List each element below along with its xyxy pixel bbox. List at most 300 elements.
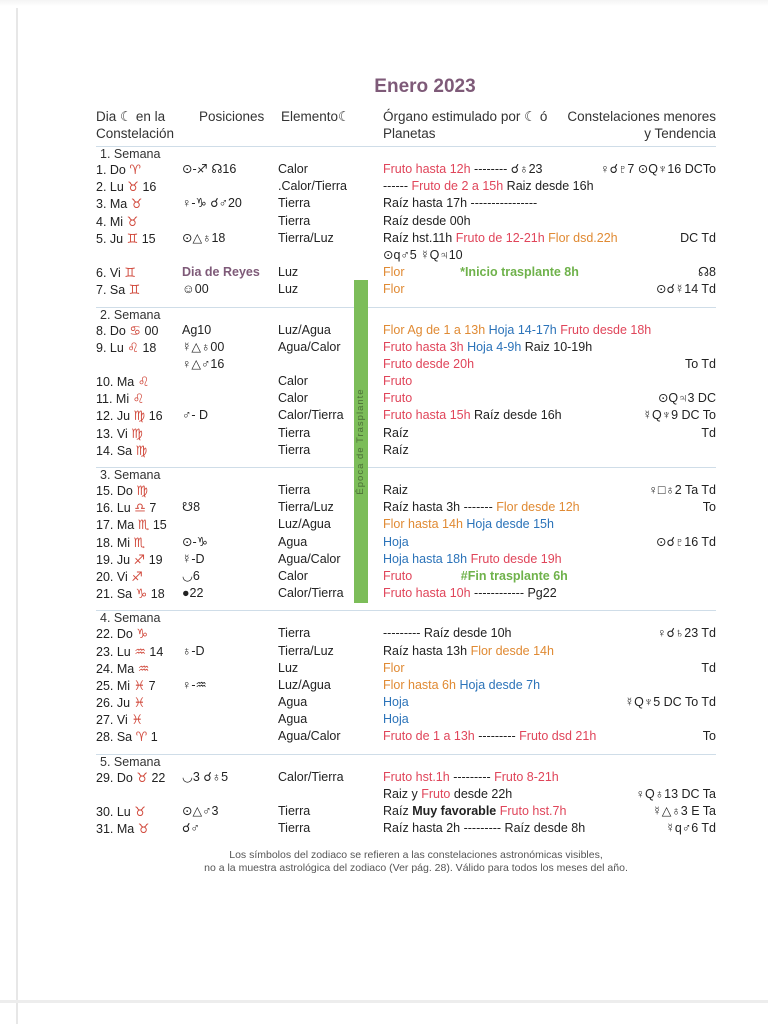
constellation-line bbox=[576, 195, 716, 212]
constellation-hour: 15 bbox=[141, 231, 156, 246]
day-row bbox=[96, 711, 716, 728]
zodiac-icon: ♐ bbox=[131, 568, 143, 584]
organ-segment: Hoja bbox=[383, 712, 409, 727]
organ-segment: ⊙q♂5 ☿Q♃10 bbox=[383, 247, 463, 262]
organ-segment: Raíz hasta 13h bbox=[383, 643, 471, 658]
constellation-hour: 1 bbox=[150, 730, 158, 745]
page-title: Enero 2023 bbox=[374, 76, 476, 97]
constellation-line bbox=[576, 568, 716, 585]
day-row bbox=[96, 407, 716, 424]
day-row bbox=[96, 643, 716, 660]
organ-segment: Flor desde 12h bbox=[496, 500, 580, 515]
positions-cell: ☺00 bbox=[182, 282, 209, 297]
constellation-cell bbox=[576, 534, 716, 551]
zodiac-icon: ♑ bbox=[135, 586, 148, 602]
organ-segment: Fruto hst.1h bbox=[383, 769, 454, 784]
day-cell bbox=[96, 551, 188, 569]
constellation-hour: 18 bbox=[142, 340, 157, 355]
organ-segment: Raiz y bbox=[383, 786, 422, 801]
organ-segment: Fruto bbox=[383, 568, 413, 583]
constellation-line: ☊8 bbox=[697, 265, 716, 280]
day-cell bbox=[96, 264, 188, 282]
day-row bbox=[96, 568, 716, 585]
constellation-cell bbox=[576, 230, 716, 264]
day-label: 19. Ju bbox=[96, 552, 131, 567]
constellation-cell bbox=[576, 322, 716, 339]
organ-segment: --------- bbox=[478, 729, 520, 744]
positions-cell bbox=[182, 339, 278, 373]
element-cell: Luz bbox=[278, 282, 299, 297]
element-cell: Luz bbox=[278, 660, 299, 675]
constellation-line bbox=[576, 213, 716, 230]
day-row bbox=[96, 373, 716, 390]
positions-cell: ☿-D bbox=[182, 551, 205, 566]
element-cell: Calor bbox=[278, 568, 308, 583]
organ-segment: Fruto bbox=[383, 374, 413, 389]
organ-segment: Raíz hst.11h bbox=[383, 230, 456, 245]
day-row bbox=[96, 178, 716, 195]
day-cell bbox=[96, 161, 188, 179]
epoca-trasplante-bar bbox=[354, 280, 368, 603]
constellation-cell bbox=[576, 516, 716, 533]
day-cell bbox=[96, 728, 188, 746]
day-cell bbox=[96, 803, 188, 821]
constellation-hour: 14 bbox=[149, 644, 164, 659]
organ-segment: Hoja desde 7h bbox=[459, 677, 541, 692]
constellation-line bbox=[576, 643, 716, 660]
day-cell bbox=[96, 820, 188, 838]
element-cell: Tierra bbox=[278, 626, 311, 641]
zodiac-icon: ♏ bbox=[133, 534, 146, 550]
element-cell: Calor/Tierra bbox=[278, 408, 344, 423]
constellation-line bbox=[576, 178, 716, 195]
organ-segment: Fruto hasta 15h bbox=[383, 408, 475, 423]
constellation-cell bbox=[576, 677, 716, 694]
constellation-cell bbox=[576, 660, 716, 677]
organ-segment: ------------ Pg22 bbox=[474, 586, 557, 601]
day-cell bbox=[96, 585, 188, 603]
day-label: 21. Sa bbox=[96, 587, 133, 602]
zodiac-icon: ♊ bbox=[128, 282, 141, 298]
constellation-cell bbox=[576, 482, 716, 499]
element-cell: Agua bbox=[278, 712, 308, 727]
constellation-hour: 16 bbox=[148, 409, 163, 424]
day-label: 30. Lu bbox=[96, 805, 131, 820]
day-cell bbox=[96, 769, 188, 787]
zodiac-icon: ♒ bbox=[134, 643, 146, 659]
organ-segment: Raíz hasta 3h ------- bbox=[383, 500, 497, 515]
constellation-line: ☿△♁3 E Ta bbox=[652, 804, 716, 819]
day-row bbox=[96, 585, 716, 602]
week-gap bbox=[96, 602, 716, 610]
day-label: 25. Mi bbox=[96, 678, 131, 693]
week-gap bbox=[96, 299, 716, 307]
header-posiciones: Posiciones bbox=[199, 109, 265, 124]
organ-segment: -------- ☌♁23 bbox=[470, 162, 543, 176]
element-cell: Calor/Tierra bbox=[278, 586, 344, 601]
constellation-line: ☿q♂6 Td bbox=[665, 821, 716, 836]
constellation-cell bbox=[576, 390, 716, 407]
constellation-cell bbox=[576, 643, 716, 660]
constellation-line: ☿Q♆9 DC To bbox=[642, 408, 716, 423]
zodiac-icon: ♏ bbox=[137, 517, 150, 533]
constellation-cell bbox=[576, 195, 716, 212]
zodiac-icon: ♉ bbox=[126, 213, 139, 229]
footer-line-1: Los símbolos del zodiaco se refieren a las constelaciones astronómicas visibles, bbox=[229, 849, 603, 862]
day-cell bbox=[96, 499, 188, 517]
organ-segment: Fruto bbox=[383, 391, 413, 406]
day-cell bbox=[96, 534, 188, 552]
day-cell bbox=[96, 677, 188, 695]
positions-cell: Ag10 bbox=[182, 322, 212, 337]
organ-segment: *Inicio trasplante 8h bbox=[404, 265, 579, 280]
organ-segment: Fruto desde 20h bbox=[383, 356, 475, 371]
organ-segment: Fruto dsd 21h bbox=[519, 729, 597, 744]
constellation-cell bbox=[576, 585, 716, 602]
day-label: 23. Lu bbox=[96, 644, 131, 659]
day-cell bbox=[96, 281, 188, 299]
day-row bbox=[96, 769, 716, 803]
constellation-cell bbox=[576, 425, 716, 442]
organ-segment: Fruto bbox=[421, 786, 451, 801]
day-row bbox=[96, 425, 716, 442]
organ-segment: Hoja bbox=[383, 695, 409, 710]
zodiac-icon: ♓ bbox=[133, 677, 146, 693]
header-elemento: Elemento☾ bbox=[281, 109, 351, 124]
day-row bbox=[96, 230, 716, 264]
positions-cell: ☋8 bbox=[182, 500, 201, 515]
positions-cell: ◡3 ☌♁5 bbox=[182, 769, 229, 784]
zodiac-icon: ♎ bbox=[134, 500, 146, 516]
organ-segment: Fruto de 2 a 15h bbox=[411, 179, 504, 194]
organ-segment: Fruto de 12-21h bbox=[455, 230, 549, 245]
day-label: 2. Lu bbox=[96, 180, 124, 195]
organ-segment: Raíz desde 00h bbox=[383, 213, 471, 228]
constellation-cell bbox=[576, 711, 716, 728]
footer-line-2: no a la muestra astrológica del zodiaco (Ver pág. 28). Válido para todos los meses del año. bbox=[204, 862, 628, 875]
day-row bbox=[96, 499, 716, 516]
element-cell: Tierra bbox=[278, 483, 311, 498]
constellation-line bbox=[576, 322, 716, 339]
constellation-cell bbox=[576, 820, 716, 837]
organ-segment: #Fin trasplante 6h bbox=[412, 568, 568, 583]
day-row bbox=[96, 281, 716, 298]
zodiac-icon: ♍ bbox=[131, 425, 143, 441]
constellation-cell bbox=[576, 728, 716, 745]
organ-segment: Fruto desde 19h bbox=[470, 551, 562, 566]
element-cell: Calor bbox=[278, 162, 308, 176]
day-row bbox=[96, 516, 716, 533]
day-label: 9. Lu bbox=[96, 340, 124, 355]
organ-segment: Raiz desde 16h bbox=[503, 179, 594, 194]
positions-cell: ⊙△♁18 bbox=[182, 230, 226, 245]
day-label: 6. Vi bbox=[96, 266, 121, 281]
zodiac-icon: ♉ bbox=[137, 821, 150, 837]
day-row bbox=[96, 820, 716, 837]
organ-segment: Flor dsd.22h bbox=[548, 230, 618, 245]
element-cell: Tierra bbox=[278, 821, 311, 836]
constellation-hour: 7 bbox=[149, 501, 157, 516]
constellation-hour: 16 bbox=[142, 180, 157, 195]
day-cell bbox=[96, 482, 188, 500]
organ-segment: Fruto desde 18h bbox=[560, 322, 652, 337]
organ-segment: Raiz bbox=[383, 483, 409, 498]
constellation-line: ⊙☌♇16 Td bbox=[656, 534, 716, 549]
constellation-line bbox=[576, 442, 716, 459]
positions-cell: ♁-D bbox=[182, 643, 205, 658]
constellation-line: ⊙Q♃3 DC bbox=[657, 391, 716, 406]
organ-segment: Fruto 8-21h bbox=[494, 769, 559, 784]
day-cell bbox=[96, 322, 188, 340]
week-label: 3. Semana bbox=[96, 467, 716, 482]
constellation-line: ♀☌♇7 ⊙Q♆16 DCTo bbox=[600, 162, 716, 176]
day-cell bbox=[96, 339, 188, 357]
organ-segment: Muy favorable bbox=[412, 804, 500, 819]
day-cell bbox=[96, 568, 188, 586]
organ-segment: Hoja hasta 18h bbox=[383, 551, 471, 566]
constellation-line: ♀☌♄23 Td bbox=[657, 626, 716, 641]
day-cell bbox=[96, 643, 188, 661]
organ-segment: Raíz hasta 17h ---------------- bbox=[383, 196, 538, 211]
day-row bbox=[96, 625, 716, 642]
day-label: 3. Ma bbox=[96, 197, 128, 212]
organ-segment: --------- Raíz desde 10h bbox=[383, 626, 512, 641]
zodiac-icon: ♋ bbox=[129, 322, 142, 338]
day-cell bbox=[96, 694, 188, 712]
constellation-line bbox=[576, 247, 716, 264]
constellation-line: Td bbox=[701, 425, 716, 440]
zodiac-icon: ♓ bbox=[131, 712, 143, 728]
day-cell bbox=[96, 516, 188, 534]
zodiac-icon: ♉ bbox=[130, 196, 143, 212]
zodiac-icon: ♍ bbox=[135, 442, 148, 458]
constellation-cell bbox=[576, 407, 716, 424]
constellation-line bbox=[576, 516, 716, 533]
day-row bbox=[96, 390, 716, 407]
organ-segment: Fruto hst.7h bbox=[499, 804, 567, 819]
constellation-hour: 7 bbox=[148, 678, 156, 693]
column-headers bbox=[96, 108, 716, 146]
day-row bbox=[96, 213, 716, 230]
organ-segment: Raíz bbox=[383, 804, 413, 819]
constellation-cell bbox=[576, 178, 716, 195]
day-cell bbox=[96, 442, 188, 460]
organ-segment: Flor bbox=[383, 660, 405, 675]
element-cell: Tierra bbox=[278, 196, 311, 211]
day-row bbox=[96, 803, 716, 820]
organ-segment: --------- bbox=[453, 769, 495, 784]
element-cell: Tierra/Luz bbox=[278, 643, 334, 658]
zodiac-icon: ♌ bbox=[132, 391, 145, 407]
constellation-hour: 18 bbox=[150, 587, 165, 602]
day-row bbox=[96, 728, 716, 745]
day-label: 5. Ju bbox=[96, 231, 124, 246]
day-row bbox=[96, 677, 716, 694]
constellation-hour: 15 bbox=[152, 518, 167, 533]
day-cell bbox=[96, 195, 188, 213]
day-label: 1. Do bbox=[96, 163, 126, 177]
constellation-line bbox=[576, 373, 716, 390]
constellation-line bbox=[576, 551, 716, 568]
day-row bbox=[96, 322, 716, 339]
positions-cell: ⊙△♂3 bbox=[182, 804, 219, 819]
day-row bbox=[96, 161, 716, 178]
constellation-line: To Td bbox=[684, 356, 716, 371]
element-cell: Tierra/Luz bbox=[278, 500, 334, 515]
page-top-edge bbox=[0, 0, 768, 6]
day-label: 29. Do bbox=[96, 770, 133, 785]
constellation-line bbox=[576, 585, 716, 602]
constellation-cell bbox=[576, 568, 716, 585]
element-cell: Luz/Agua bbox=[278, 677, 331, 692]
organ-segment: Hoja 14-17h bbox=[488, 322, 561, 337]
day-row bbox=[96, 534, 716, 551]
day-label: 28. Sa bbox=[96, 730, 133, 745]
organ-segment: Flor bbox=[383, 265, 405, 280]
organ-segment: Fruto hasta 10h bbox=[383, 586, 475, 601]
constellation-hour: 19 bbox=[148, 552, 163, 567]
day-cell bbox=[96, 213, 188, 231]
day-row bbox=[96, 551, 716, 568]
constellation-line: ♀□♁2 Ta Td bbox=[648, 483, 716, 498]
constellation-line: To bbox=[702, 500, 716, 515]
day-label: 13. Vi bbox=[96, 426, 128, 441]
day-row bbox=[96, 442, 716, 459]
constellation-line bbox=[576, 339, 716, 356]
organ-segment: Hoja desde 15h bbox=[466, 517, 554, 532]
positions-cell: ♂- D bbox=[182, 408, 209, 423]
zodiac-icon: ♓ bbox=[133, 695, 146, 711]
element-cell: Tierra/Luz bbox=[278, 230, 334, 245]
page-left-edge bbox=[16, 8, 18, 1024]
epoca-trasplante-label: Época de Trasplante bbox=[355, 388, 366, 495]
zodiac-icon: ♌ bbox=[127, 339, 139, 355]
constellation-cell bbox=[576, 694, 716, 711]
day-cell bbox=[96, 425, 188, 443]
organ-segment: Raíz desde 16h bbox=[474, 408, 562, 423]
organ-segment: Ag de 1 a 13h bbox=[407, 322, 489, 337]
element-cell: Calor bbox=[278, 374, 308, 389]
week-label: 1. Semana bbox=[96, 146, 716, 161]
day-cell bbox=[96, 660, 188, 678]
day-row bbox=[96, 264, 716, 281]
organ-segment: Flor hasta 14h bbox=[383, 517, 467, 532]
organ-segment: Raíz hasta 2h --------- Raíz desde 8h bbox=[383, 821, 586, 836]
constellation-cell bbox=[576, 281, 716, 298]
positions-cell: ⊙-♑ bbox=[182, 534, 208, 549]
element-cell: Tierra bbox=[278, 425, 311, 440]
zodiac-icon: ♍ bbox=[133, 408, 146, 424]
day-cell bbox=[96, 711, 188, 729]
element-cell: Tierra bbox=[278, 213, 311, 228]
constellation-cell bbox=[576, 551, 716, 568]
organ-segment: Fruto hasta 3h bbox=[383, 339, 468, 354]
constellation-cell bbox=[576, 339, 716, 373]
day-label: 31. Ma bbox=[96, 822, 135, 837]
constellation-cell bbox=[576, 213, 716, 230]
day-cell bbox=[96, 230, 188, 248]
constellation-line: ☿Q♆5 DC To Td bbox=[624, 695, 716, 710]
element-cell: Luz bbox=[278, 265, 299, 280]
element-cell: .Calor/Tierra bbox=[278, 179, 347, 194]
positions-cell: ☌♂ bbox=[182, 821, 200, 836]
element-cell: Agua/Calor bbox=[278, 551, 341, 566]
positions-line: ☿△♁00 bbox=[182, 339, 225, 354]
constellation-line: Td bbox=[701, 660, 716, 675]
organ-segment: Raiz 10-19h bbox=[524, 339, 593, 354]
element-cell: Tierra bbox=[278, 442, 311, 457]
element-cell: Agua bbox=[278, 534, 308, 549]
day-row bbox=[96, 195, 716, 212]
organ-segment: Flor bbox=[383, 322, 408, 337]
zodiac-icon: ♑ bbox=[136, 626, 148, 642]
organ-segment: Hoja bbox=[383, 534, 409, 549]
constellation-line bbox=[576, 769, 716, 786]
constellation-line bbox=[576, 677, 716, 694]
week-gap bbox=[96, 746, 716, 754]
constellation-line: DC Td bbox=[680, 230, 716, 245]
constellation-hour: 22 bbox=[151, 770, 166, 785]
day-label: 26. Ju bbox=[96, 696, 131, 711]
constellation-cell bbox=[576, 803, 716, 820]
day-label: 18. Mi bbox=[96, 535, 131, 550]
constellation-line: ⊙☌☿14 Td bbox=[656, 282, 716, 297]
zodiac-icon: ♊ bbox=[126, 230, 139, 246]
day-cell bbox=[96, 373, 188, 391]
positions-cell: ♀-♑ ☌♂20 bbox=[182, 196, 242, 211]
day-label: 10. Ma bbox=[96, 375, 135, 390]
constellation-line: ♀Q♁13 DC Ta bbox=[635, 786, 716, 801]
positions-cell: ♀-♒ bbox=[182, 677, 207, 692]
constellation-hour: 00 bbox=[144, 323, 159, 338]
day-label: 7. Sa bbox=[96, 283, 126, 298]
element-cell: Calor/Tierra bbox=[278, 769, 344, 784]
constellation-cell bbox=[576, 625, 716, 642]
organ-segment: Hoja 4-9h bbox=[467, 339, 525, 354]
zodiac-icon: ♈ bbox=[135, 729, 148, 745]
day-cell bbox=[96, 407, 188, 425]
organ-segment: Raíz bbox=[383, 442, 409, 457]
day-row bbox=[96, 694, 716, 711]
zodiac-icon: ♌ bbox=[137, 374, 150, 390]
day-label: 20. Vi bbox=[96, 569, 128, 584]
zodiac-icon: ♉ bbox=[136, 769, 148, 785]
page-bottom-edge bbox=[0, 1000, 768, 1003]
day-label: 8. Do bbox=[96, 323, 126, 338]
day-label: 27. Vi bbox=[96, 713, 128, 728]
weeks-table bbox=[96, 146, 716, 837]
day-row bbox=[96, 660, 716, 677]
positions-cell: ⊙-♐ ☊16 bbox=[182, 162, 237, 176]
header-dia: Dia ☾ en la Constelación bbox=[96, 109, 175, 141]
day-row bbox=[96, 339, 716, 373]
day-label: 4. Mi bbox=[96, 214, 124, 229]
organ-segment: ------ bbox=[383, 179, 412, 194]
day-label: 11. Mi bbox=[96, 392, 130, 407]
constellation-cell bbox=[576, 442, 716, 459]
constellation-line bbox=[576, 711, 716, 728]
organ-segment: Fruto hasta 12h bbox=[383, 162, 471, 176]
organ-segment: desde 22h bbox=[450, 786, 513, 801]
day-row bbox=[96, 482, 716, 499]
element-cell: Luz/Agua bbox=[278, 322, 331, 337]
day-cell bbox=[96, 625, 188, 643]
day-label: 17. Ma bbox=[96, 518, 135, 533]
constellation-cell bbox=[576, 769, 716, 803]
zodiac-icon: ♍ bbox=[136, 483, 148, 499]
constellation-cell bbox=[576, 373, 716, 390]
footer-note bbox=[116, 849, 716, 875]
